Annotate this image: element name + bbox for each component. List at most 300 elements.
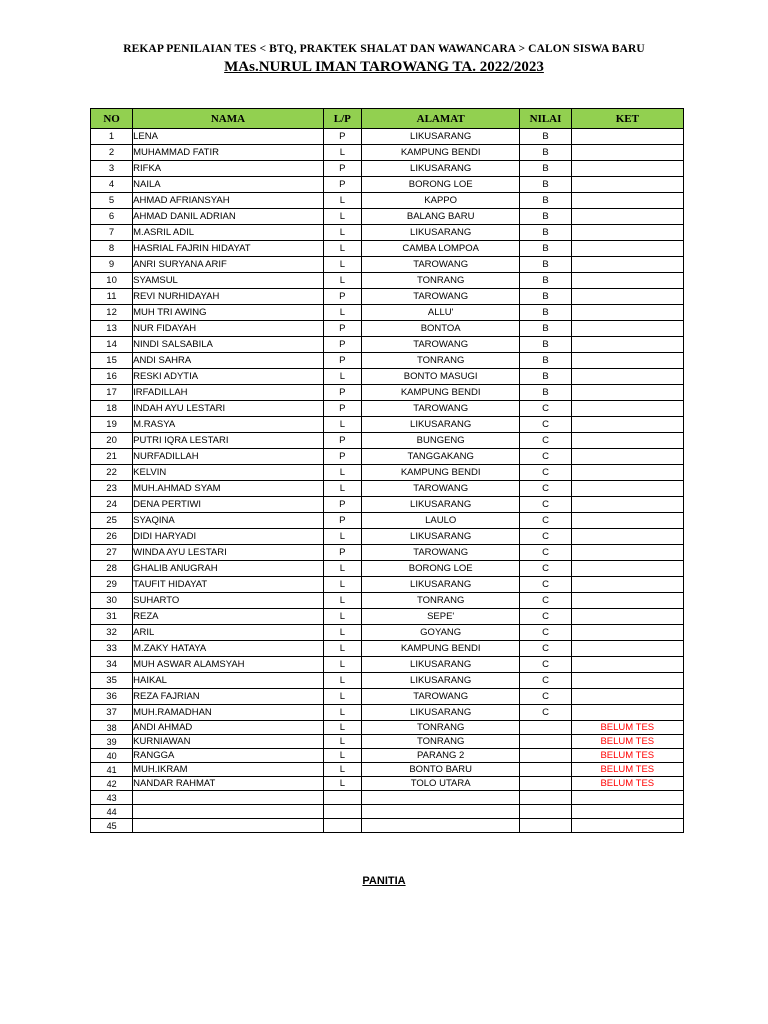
remark-cell [571, 225, 683, 241]
student-name-cell: NINDI SALSABILA [133, 337, 324, 353]
student-name-cell: AHMAD AFRIANSYAH [133, 193, 324, 209]
student-name-cell: SYAMSUL [133, 273, 324, 289]
address-cell: LIKUSARANG [361, 673, 520, 689]
gender-cell: P [323, 337, 361, 353]
remark-cell [571, 545, 683, 561]
remark-cell [571, 385, 683, 401]
address-cell: GOYANG [361, 625, 520, 641]
student-name-cell: TAUFIT HIDAYAT [133, 577, 324, 593]
table-row [91, 161, 684, 177]
gender-cell [323, 819, 361, 833]
remark-cell [571, 805, 683, 819]
table-row [91, 545, 684, 561]
remark-cell [571, 353, 683, 369]
row-number-cell: 24 [91, 497, 133, 513]
student-name-cell: HASRIAL FAJRIN HIDAYAT [133, 241, 324, 257]
table-row [91, 625, 684, 641]
grade-cell: C [520, 529, 571, 545]
gender-cell: L [323, 721, 361, 735]
table-row [91, 145, 684, 161]
grade-cell [520, 721, 571, 735]
student-name-cell [133, 819, 324, 833]
row-number-cell: 26 [91, 529, 133, 545]
remark-cell [571, 321, 683, 337]
table-row [91, 465, 684, 481]
remark-cell [571, 609, 683, 625]
column-header-alamat: ALAMAT [361, 109, 520, 129]
table-row [91, 481, 684, 497]
table-row [91, 225, 684, 241]
gender-cell: L [323, 593, 361, 609]
gender-cell: L [323, 657, 361, 673]
gender-cell: P [323, 497, 361, 513]
gender-cell [323, 791, 361, 805]
student-name-cell: NANDAR RAHMAT [133, 777, 324, 791]
grade-cell: C [520, 673, 571, 689]
address-cell [361, 791, 520, 805]
student-name-cell [133, 805, 324, 819]
table-row [91, 433, 684, 449]
grade-cell: C [520, 417, 571, 433]
address-cell: LIKUSARANG [361, 161, 520, 177]
student-name-cell: M.ASRIL ADIL [133, 225, 324, 241]
column-header-lp: L/P [323, 109, 361, 129]
grade-cell: C [520, 449, 571, 465]
row-number-cell: 4 [91, 177, 133, 193]
grade-cell: B [520, 209, 571, 225]
address-cell: KAPPO [361, 193, 520, 209]
row-number-cell: 39 [91, 735, 133, 749]
table-row [91, 193, 684, 209]
address-cell: TAROWANG [361, 689, 520, 705]
row-number-cell: 31 [91, 609, 133, 625]
table-row [91, 609, 684, 625]
row-number-cell: 13 [91, 321, 133, 337]
remark-cell [571, 257, 683, 273]
gender-cell: L [323, 763, 361, 777]
table-row [91, 673, 684, 689]
student-name-cell: RANGGA [133, 749, 324, 763]
remark-cell [571, 497, 683, 513]
address-cell: LIKUSARANG [361, 529, 520, 545]
row-number-cell: 32 [91, 625, 133, 641]
row-number-cell: 8 [91, 241, 133, 257]
table-row [91, 777, 684, 791]
gender-cell: P [323, 401, 361, 417]
student-name-cell: MUH TRI AWING [133, 305, 324, 321]
student-name-cell: ANDI AHMAD [133, 721, 324, 735]
student-name-cell: INDAH AYU LESTARI [133, 401, 324, 417]
grade-cell: C [520, 689, 571, 705]
student-name-cell: HAIKAL [133, 673, 324, 689]
table-header-row [91, 109, 684, 129]
grade-cell: C [520, 481, 571, 497]
address-cell: TOLO UTARA [361, 777, 520, 791]
report-title: REKAP PENILAIAN TES < BTQ, PRAKTEK SHALAT DAN WAWANCARA > CALON SISWA BARU [123, 43, 645, 55]
table-row [91, 705, 684, 721]
row-number-cell: 22 [91, 465, 133, 481]
grade-cell: C [520, 705, 571, 721]
address-cell: TONRANG [361, 353, 520, 369]
row-number-cell: 36 [91, 689, 133, 705]
address-cell: LIKUSARANG [361, 497, 520, 513]
student-name-cell: RESKI ADYTIA [133, 369, 324, 385]
gender-cell: L [323, 225, 361, 241]
grade-cell [520, 791, 571, 805]
gender-cell: L [323, 481, 361, 497]
grade-cell: B [520, 273, 571, 289]
grade-cell: C [520, 609, 571, 625]
remark-cell [571, 289, 683, 305]
gender-cell: P [323, 513, 361, 529]
gender-cell: L [323, 241, 361, 257]
row-number-cell: 7 [91, 225, 133, 241]
row-number-cell: 27 [91, 545, 133, 561]
table-row [91, 513, 684, 529]
address-cell: BONTO MASUGI [361, 369, 520, 385]
address-cell: BONTOA [361, 321, 520, 337]
address-cell: SEPE' [361, 609, 520, 625]
remark-cell [571, 433, 683, 449]
table-row [91, 369, 684, 385]
address-cell: KAMPUNG BENDI [361, 385, 520, 401]
table-row [91, 577, 684, 593]
row-number-cell: 11 [91, 289, 133, 305]
remark-cell [571, 513, 683, 529]
gender-cell: L [323, 673, 361, 689]
address-cell: BORONG LOE [361, 561, 520, 577]
gender-cell: P [323, 289, 361, 305]
student-name-cell: NURFADILLAH [133, 449, 324, 465]
gender-cell: P [323, 433, 361, 449]
grade-cell: B [520, 289, 571, 305]
remark-cell [571, 529, 683, 545]
row-number-cell: 41 [91, 763, 133, 777]
remark-cell: BELUM TES [571, 749, 683, 763]
address-cell: BUNGENG [361, 433, 520, 449]
student-name-cell: DENA PERTIWI [133, 497, 324, 513]
gender-cell: P [323, 129, 361, 145]
row-number-cell: 1 [91, 129, 133, 145]
remark-cell [571, 305, 683, 321]
row-number-cell: 14 [91, 337, 133, 353]
table-row [91, 129, 684, 145]
address-cell: TAROWANG [361, 289, 520, 305]
address-cell: KAMPUNG BENDI [361, 145, 520, 161]
address-cell: KAMPUNG BENDI [361, 641, 520, 657]
row-number-cell: 42 [91, 777, 133, 791]
gender-cell: L [323, 257, 361, 273]
table-row [91, 791, 684, 805]
grade-cell: B [520, 353, 571, 369]
student-name-cell: ANRI SURYANA ARIF [133, 257, 324, 273]
address-cell: TONRANG [361, 273, 520, 289]
address-cell [361, 805, 520, 819]
student-name-cell: MUH.IKRAM [133, 763, 324, 777]
remark-cell [571, 465, 683, 481]
row-number-cell: 18 [91, 401, 133, 417]
grade-cell: B [520, 241, 571, 257]
row-number-cell: 35 [91, 673, 133, 689]
table-row [91, 321, 684, 337]
remark-cell [571, 481, 683, 497]
gender-cell: L [323, 209, 361, 225]
grade-cell [520, 777, 571, 791]
address-cell: BONTO BARU [361, 763, 520, 777]
gender-cell: L [323, 369, 361, 385]
gender-cell: L [323, 609, 361, 625]
row-number-cell: 15 [91, 353, 133, 369]
table-row [91, 209, 684, 225]
student-name-cell [133, 791, 324, 805]
grade-cell: B [520, 129, 571, 145]
table-row [91, 763, 684, 777]
gender-cell: L [323, 417, 361, 433]
remark-cell [571, 593, 683, 609]
student-name-cell: MUH.RAMADHAN [133, 705, 324, 721]
gender-cell: L [323, 465, 361, 481]
student-name-cell: MUH.AHMAD SYAM [133, 481, 324, 497]
grade-cell: C [520, 561, 571, 577]
student-name-cell: PUTRI IQRA LESTARI [133, 433, 324, 449]
address-cell: LIKUSARANG [361, 417, 520, 433]
grade-cell: C [520, 641, 571, 657]
school-title: MAs.NURUL IMAN TAROWANG TA. 2022/2023 [224, 59, 544, 75]
address-cell: PARANG 2 [361, 749, 520, 763]
remark-cell [571, 561, 683, 577]
student-name-cell: MUHAMMAD FATIR [133, 145, 324, 161]
grade-cell: B [520, 337, 571, 353]
row-number-cell: 43 [91, 791, 133, 805]
column-header-nama: NAMA [133, 109, 324, 129]
gender-cell: P [323, 321, 361, 337]
grade-cell: B [520, 369, 571, 385]
student-name-cell: AHMAD DANIL ADRIAN [133, 209, 324, 225]
student-name-cell: DIDI HARYADI [133, 529, 324, 545]
gender-cell: L [323, 735, 361, 749]
row-number-cell: 34 [91, 657, 133, 673]
table-row [91, 749, 684, 763]
remark-cell [571, 337, 683, 353]
address-cell: LIKUSARANG [361, 225, 520, 241]
address-cell: TANGGAKANG [361, 449, 520, 465]
address-cell [361, 819, 520, 833]
grade-cell: B [520, 145, 571, 161]
remark-cell: BELUM TES [571, 721, 683, 735]
gender-cell: L [323, 145, 361, 161]
table-body [91, 129, 684, 833]
table-row [91, 305, 684, 321]
remark-cell [571, 273, 683, 289]
address-cell: ALLU' [361, 305, 520, 321]
address-cell: LAULO [361, 513, 520, 529]
gender-cell: L [323, 689, 361, 705]
student-name-cell: KURNIAWAN [133, 735, 324, 749]
row-number-cell: 28 [91, 561, 133, 577]
table-row [91, 401, 684, 417]
grade-cell: C [520, 465, 571, 481]
row-number-cell: 29 [91, 577, 133, 593]
student-name-cell: NAILA [133, 177, 324, 193]
remark-cell [571, 791, 683, 805]
gender-cell: L [323, 705, 361, 721]
gender-cell: L [323, 305, 361, 321]
row-number-cell: 19 [91, 417, 133, 433]
remark-cell [571, 129, 683, 145]
student-name-cell: IRFADILLAH [133, 385, 324, 401]
grade-cell: C [520, 657, 571, 673]
grade-cell [520, 819, 571, 833]
gender-cell: L [323, 561, 361, 577]
table-row [91, 689, 684, 705]
student-name-cell: GHALIB ANUGRAH [133, 561, 324, 577]
grade-cell: C [520, 497, 571, 513]
gender-cell: L [323, 273, 361, 289]
grade-cell [520, 805, 571, 819]
row-number-cell: 30 [91, 593, 133, 609]
address-cell: CAMBA LOMPOA [361, 241, 520, 257]
gender-cell: L [323, 749, 361, 763]
remark-cell [571, 819, 683, 833]
student-name-cell: ARIL [133, 625, 324, 641]
gender-cell: L [323, 777, 361, 791]
remark-cell [571, 657, 683, 673]
table-row [91, 385, 684, 401]
address-cell: TONRANG [361, 721, 520, 735]
grade-cell: B [520, 257, 571, 273]
table-row [91, 657, 684, 673]
row-number-cell: 5 [91, 193, 133, 209]
student-name-cell: NUR FIDAYAH [133, 321, 324, 337]
grade-cell: C [520, 625, 571, 641]
student-name-cell: ANDI SAHRA [133, 353, 324, 369]
remark-cell [571, 145, 683, 161]
grade-cell [520, 763, 571, 777]
student-name-cell: SYAQINA [133, 513, 324, 529]
row-number-cell: 23 [91, 481, 133, 497]
remark-cell [571, 193, 683, 209]
student-name-cell: M.ZAKY HATAYA [133, 641, 324, 657]
table-row [91, 417, 684, 433]
address-cell: TONRANG [361, 593, 520, 609]
table-row [91, 529, 684, 545]
gender-cell: L [323, 577, 361, 593]
address-cell: LIKUSARANG [361, 129, 520, 145]
grade-cell: C [520, 513, 571, 529]
table-row [91, 449, 684, 465]
table-row [91, 735, 684, 749]
grade-cell: B [520, 161, 571, 177]
grade-cell: B [520, 177, 571, 193]
column-header-nilai: NILAI [520, 109, 571, 129]
table-row [91, 721, 684, 735]
table-row [91, 593, 684, 609]
remark-cell [571, 161, 683, 177]
gender-cell: P [323, 177, 361, 193]
row-number-cell: 45 [91, 819, 133, 833]
student-name-cell: SUHARTO [133, 593, 324, 609]
student-name-cell: REZA FAJRIAN [133, 689, 324, 705]
gender-cell: L [323, 193, 361, 209]
grade-cell: C [520, 577, 571, 593]
row-number-cell: 20 [91, 433, 133, 449]
row-number-cell: 6 [91, 209, 133, 225]
grade-cell: B [520, 225, 571, 241]
address-cell: KAMPUNG BENDI [361, 465, 520, 481]
grade-cell [520, 749, 571, 763]
student-name-cell: REZA [133, 609, 324, 625]
row-number-cell: 12 [91, 305, 133, 321]
remark-cell [571, 417, 683, 433]
gender-cell: P [323, 385, 361, 401]
gender-cell: L [323, 625, 361, 641]
remark-cell: BELUM TES [571, 735, 683, 749]
address-cell: BALANG BARU [361, 209, 520, 225]
address-cell: TONRANG [361, 735, 520, 749]
remark-cell: BELUM TES [571, 777, 683, 791]
remark-cell [571, 209, 683, 225]
table-row [91, 805, 684, 819]
grade-cell: C [520, 433, 571, 449]
student-name-cell: M.RASYA [133, 417, 324, 433]
table-row [91, 241, 684, 257]
address-cell: LIKUSARANG [361, 705, 520, 721]
row-number-cell: 33 [91, 641, 133, 657]
student-name-cell: REVI NURHIDAYAH [133, 289, 324, 305]
table-row [91, 641, 684, 657]
column-header-no: NO [91, 109, 133, 129]
assessment-table [90, 108, 684, 833]
table-row [91, 257, 684, 273]
remark-cell [571, 705, 683, 721]
grade-cell: C [520, 545, 571, 561]
address-cell: LIKUSARANG [361, 657, 520, 673]
remark-cell [571, 641, 683, 657]
grade-cell: C [520, 593, 571, 609]
grade-cell: C [520, 401, 571, 417]
gender-cell [323, 805, 361, 819]
table-row [91, 561, 684, 577]
grade-cell [520, 735, 571, 749]
address-cell: TAROWANG [361, 337, 520, 353]
table-row [91, 273, 684, 289]
row-number-cell: 10 [91, 273, 133, 289]
grade-cell: B [520, 305, 571, 321]
remark-cell [571, 577, 683, 593]
remark-cell [571, 369, 683, 385]
student-name-cell: KELVIN [133, 465, 324, 481]
table-row [91, 497, 684, 513]
remark-cell [571, 673, 683, 689]
remark-cell [571, 177, 683, 193]
row-number-cell: 44 [91, 805, 133, 819]
address-cell: TAROWANG [361, 481, 520, 497]
remark-cell [571, 625, 683, 641]
gender-cell: P [323, 449, 361, 465]
row-number-cell: 16 [91, 369, 133, 385]
row-number-cell: 9 [91, 257, 133, 273]
row-number-cell: 3 [91, 161, 133, 177]
student-name-cell: WINDA AYU LESTARI [133, 545, 324, 561]
gender-cell: P [323, 545, 361, 561]
grade-cell: B [520, 193, 571, 209]
remark-cell [571, 241, 683, 257]
row-number-cell: 37 [91, 705, 133, 721]
table-row [91, 819, 684, 833]
remark-cell [571, 401, 683, 417]
address-cell: TAROWANG [361, 545, 520, 561]
student-name-cell: MUH ASWAR ALAMSYAH [133, 657, 324, 673]
